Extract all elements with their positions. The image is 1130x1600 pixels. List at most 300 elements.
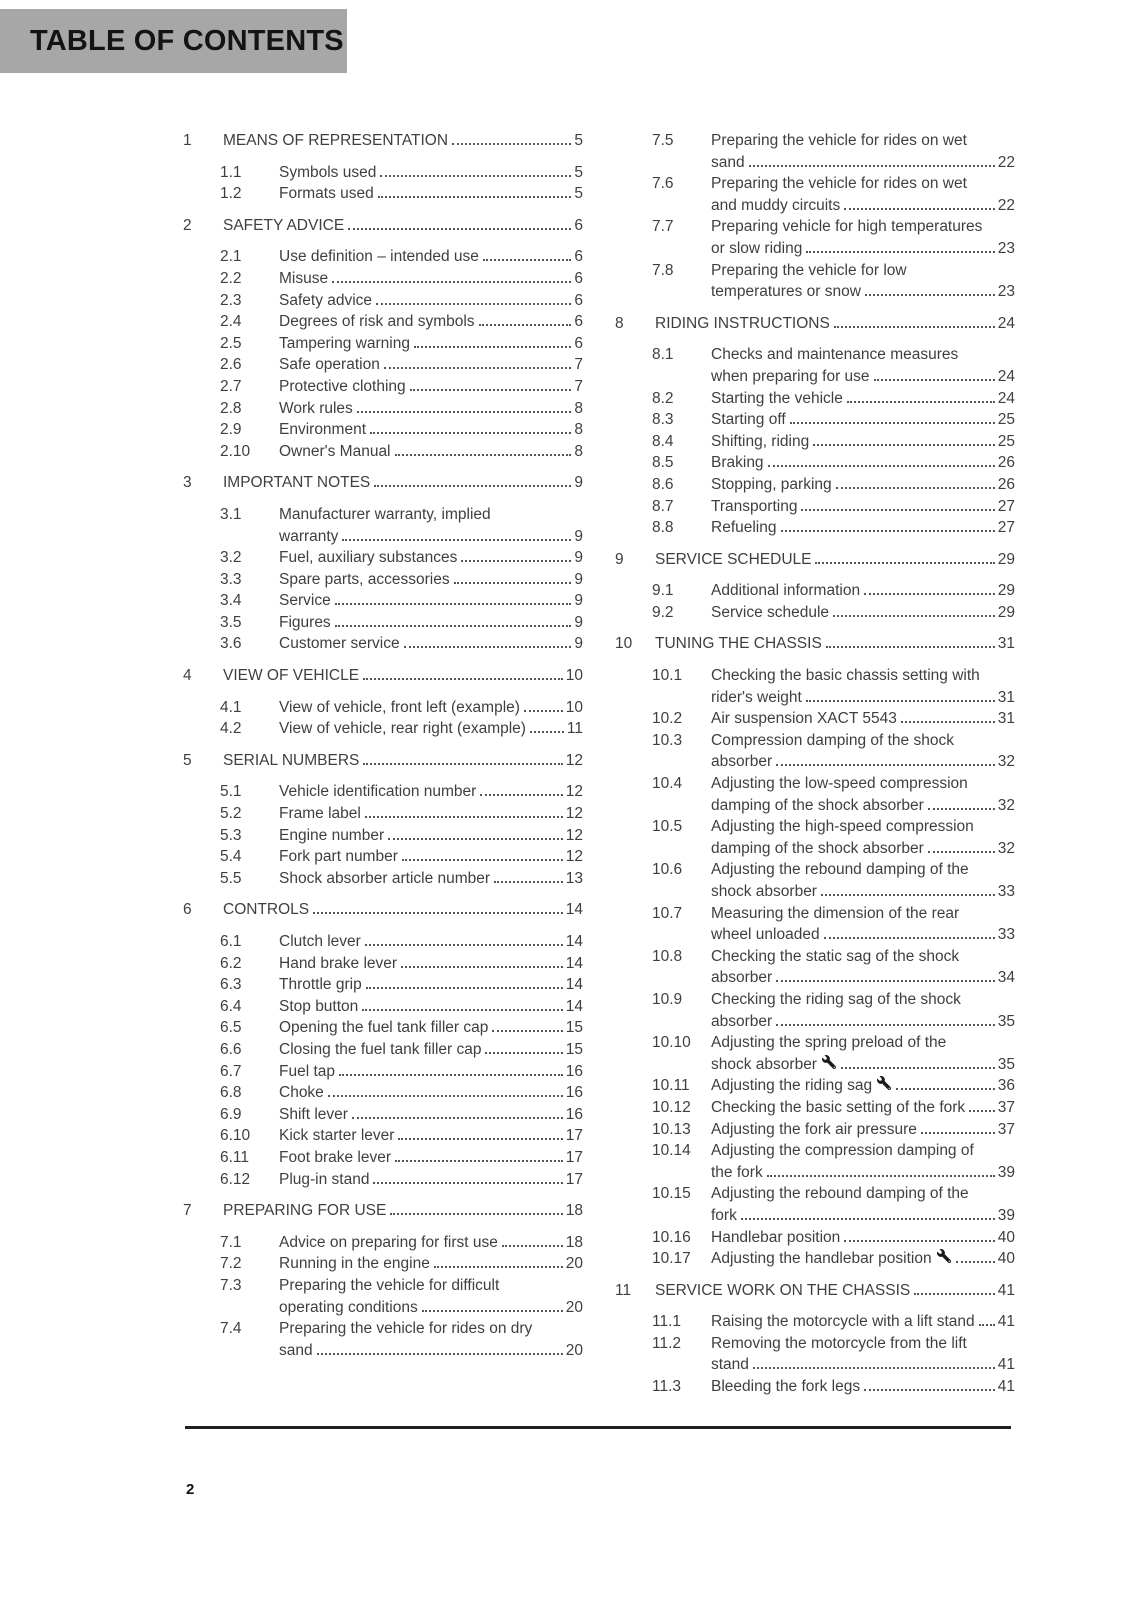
entry-title: Starting off [711, 411, 786, 429]
entry-body [223, 215, 583, 237]
entry-line [711, 496, 1015, 518]
entry-page-number: 18 [565, 1233, 583, 1251]
entry-title: and muddy circuits [711, 196, 841, 214]
entry-title: VIEW OF VEHICLE [223, 667, 360, 685]
dotted-leader [776, 764, 995, 766]
entry-title: Adjusting the fork air pressure [711, 1120, 917, 1138]
entry-title: stand [711, 1356, 749, 1374]
toc-subsection-entry [615, 1140, 1015, 1183]
entry-number: 6.12 [220, 1170, 251, 1188]
entry-number: 8.1 [652, 346, 674, 364]
entry-page-number: 29 [997, 603, 1015, 621]
entry-line [711, 967, 1015, 989]
entry-title-line1: Adjusting the spring preload of the [711, 1034, 947, 1052]
entry-body [279, 246, 583, 268]
dotted-leader [380, 175, 571, 177]
entry-page-number: 31 [997, 635, 1015, 653]
dotted-leader [454, 582, 572, 584]
entry-number: 5.3 [220, 826, 242, 844]
entry-body [711, 859, 1015, 902]
entry-body [711, 1333, 1015, 1376]
dotted-leader [376, 303, 571, 305]
entry-title: Hand brake lever [279, 954, 398, 972]
entry-number: 10.3 [652, 731, 683, 749]
entry-number: 10.8 [652, 947, 683, 965]
entry-line [711, 1311, 1015, 1333]
entry-page-number: 14 [565, 954, 583, 972]
entry-body [279, 1253, 583, 1275]
entry-line [279, 718, 583, 740]
entry-body [279, 1232, 583, 1254]
entry-number: 8.4 [652, 432, 674, 450]
entry-title-line1: Adjusting the compression damping of [711, 1142, 974, 1160]
dotted-leader [365, 816, 563, 818]
entry-page-number: 22 [997, 153, 1015, 171]
entry-title: Protective clothing [279, 377, 406, 395]
entry-number: 7 [183, 1202, 192, 1220]
entry-line [279, 781, 583, 803]
entry-body [279, 781, 583, 803]
toc-section-entry [615, 1280, 1015, 1302]
dotted-leader [826, 646, 995, 648]
entry-number: 8.2 [652, 389, 674, 407]
entry-page-number: 5 [574, 185, 583, 203]
entry-body [279, 268, 583, 290]
entry-number: 1.1 [220, 163, 242, 181]
dotted-leader [824, 937, 995, 939]
entry-page-number: 29 [997, 550, 1015, 568]
toc-section-entry [183, 215, 583, 237]
toc-subsection-entry [183, 1169, 583, 1191]
toc-subsection-entry [615, 1032, 1015, 1075]
entry-line [279, 697, 583, 719]
dotted-leader [422, 1310, 563, 1312]
entry-number: 5.5 [220, 869, 242, 887]
entry-title: Throttle grip [279, 976, 362, 994]
entry-title-line1: Manufacturer warranty, implied [279, 505, 491, 523]
dotted-leader [365, 944, 563, 946]
entry-page-number: 8 [574, 442, 583, 460]
dotted-leader [844, 208, 995, 210]
toc-subsection-entry [183, 398, 583, 420]
entry-number: 10.7 [652, 904, 683, 922]
toc-section-entry [183, 1200, 583, 1222]
entry-body [655, 1280, 1015, 1302]
entry-body [711, 1248, 1015, 1270]
entry-body [711, 452, 1015, 474]
entry-line [279, 354, 583, 376]
entry-line [279, 1147, 583, 1169]
entry-body [711, 1140, 1015, 1183]
entry-number: 7.2 [220, 1255, 242, 1273]
entry-page-number: 31 [997, 710, 1015, 728]
entry-body [279, 846, 583, 868]
entry-number: 2.1 [220, 248, 242, 266]
entry-body [279, 974, 583, 996]
entry-body [279, 868, 583, 890]
entry-body [711, 730, 1015, 773]
entry-body [279, 953, 583, 975]
entry-line [711, 1097, 1015, 1119]
dotted-leader [502, 1245, 563, 1247]
toc-subsection-entry [183, 1082, 583, 1104]
dotted-leader [753, 1367, 995, 1369]
entry-number: 10.11 [652, 1077, 690, 1095]
entry-line [279, 953, 583, 975]
entry-number: 10.17 [652, 1250, 691, 1268]
dotted-leader [749, 165, 995, 167]
entry-line [711, 1205, 1015, 1227]
entry-title: View of vehicle, rear right (example) [279, 720, 526, 738]
entry-title-line1: Checking the riding sag of the shock [711, 990, 961, 1008]
dotted-leader [313, 912, 563, 914]
entry-line [711, 1162, 1015, 1184]
dotted-leader [357, 411, 572, 413]
entry-number: 9 [615, 550, 624, 568]
entry-number: 9.2 [652, 603, 674, 621]
entry-line [279, 1340, 583, 1362]
dotted-leader [370, 432, 571, 434]
dotted-leader [366, 987, 563, 989]
entry-line [279, 569, 583, 591]
entry-line [711, 1248, 1015, 1270]
entry-line [711, 1354, 1015, 1376]
entry-page-number: 23 [997, 239, 1015, 257]
entry-line [279, 612, 583, 634]
entry-title: Figures [279, 613, 331, 631]
entry-title: absorber [711, 753, 773, 771]
entry-number: 6.10 [220, 1127, 251, 1145]
dotted-leader [901, 721, 995, 723]
entry-line [279, 974, 583, 996]
entry-page-number: 12 [565, 805, 583, 823]
entry-body [711, 130, 1015, 173]
entry-page-number: 10 [565, 698, 583, 716]
entry-body [711, 1311, 1015, 1333]
entry-number: 11 [615, 1281, 632, 1299]
entry-line [279, 246, 583, 268]
entry-line [279, 268, 583, 290]
entry-page-number: 12 [565, 783, 583, 801]
entry-page-number: 33 [997, 926, 1015, 944]
dotted-leader [480, 794, 562, 796]
dotted-leader [741, 1218, 995, 1220]
entry-body [279, 612, 583, 634]
entry-title: shock absorber [711, 1055, 817, 1073]
entry-line [279, 183, 583, 205]
entry-title: Starting the vehicle [711, 389, 843, 407]
toc-subsection-entry [615, 773, 1015, 816]
entry-line [279, 996, 583, 1018]
entry-number: 4.2 [220, 720, 242, 738]
entry-body [711, 1097, 1015, 1119]
dotted-leader [864, 1389, 995, 1391]
entry-title: wheel unloaded [711, 926, 820, 944]
entry-page-number: 37 [997, 1098, 1015, 1116]
entry-number: 9.1 [652, 582, 674, 600]
dotted-leader [404, 646, 572, 648]
entry-body [223, 750, 583, 772]
entry-line [279, 846, 583, 868]
entry-body [279, 419, 583, 441]
dotted-leader [485, 1052, 562, 1054]
entry-line [711, 1227, 1015, 1249]
entry-page-number: 24 [997, 314, 1015, 332]
entry-page-number: 6 [574, 269, 583, 287]
entry-line [655, 549, 1015, 571]
entry-body [279, 697, 583, 719]
entry-number: 10 [615, 635, 633, 653]
dotted-leader [896, 1088, 995, 1090]
entry-body [279, 1017, 583, 1039]
entry-number: 2.9 [220, 421, 242, 439]
entry-line [711, 924, 1015, 946]
entry-title-line1: Checking the static sag of the shock [711, 947, 960, 965]
entry-title-line1: Measuring the dimension of the rear [711, 904, 960, 922]
toc-subsection-entry [183, 846, 583, 868]
entry-page-number: 14 [565, 933, 583, 950]
entry-number: 10.2 [652, 710, 683, 728]
entry-title: Service [279, 592, 331, 610]
toc-section-entry [615, 313, 1015, 335]
toc-subsection-entry [615, 1311, 1015, 1333]
entry-body [711, 773, 1015, 816]
entry-title: Running in the engine [279, 1255, 430, 1273]
entry-number: 2.3 [220, 291, 242, 309]
entry-line [279, 376, 583, 398]
entry-line [279, 547, 583, 569]
entry-page-number: 6 [574, 291, 583, 309]
entry-number: 2.4 [220, 313, 242, 331]
dotted-leader [836, 487, 995, 489]
entry-page-number: 39 [997, 1206, 1015, 1224]
dotted-leader [332, 281, 571, 283]
dotted-leader [328, 1095, 563, 1097]
entry-body [279, 398, 583, 420]
entry-number: 8.6 [652, 475, 674, 493]
entry-page-number: 37 [997, 1120, 1015, 1138]
entry-number: 6.5 [220, 1019, 242, 1037]
entry-title: Handlebar position [711, 1228, 841, 1246]
entry-body [279, 290, 583, 312]
entry-line [711, 580, 1015, 602]
toc-section-entry [183, 665, 583, 687]
dotted-leader [374, 485, 571, 487]
entry-title-line1: Adjusting the low-speed compression [711, 775, 968, 793]
entry-body [279, 1275, 583, 1318]
entry-body [711, 517, 1015, 539]
dotted-leader [847, 401, 995, 403]
dotted-leader [388, 838, 563, 840]
entry-page-number: 7 [574, 377, 583, 395]
entry-body [279, 1125, 583, 1147]
entry-body [279, 633, 583, 655]
entry-title: SERVICE WORK ON THE CHASSIS [655, 1281, 911, 1299]
entry-title: TUNING THE CHASSIS [655, 635, 822, 653]
entry-line [279, 1253, 583, 1275]
toc-section-entry [615, 633, 1015, 655]
entry-body [279, 1318, 583, 1361]
entry-line [711, 795, 1015, 817]
table-of-contents [183, 130, 1015, 1398]
toc-subsection-entry [183, 1061, 583, 1083]
entry-body [711, 946, 1015, 989]
entry-number: 3.5 [220, 613, 242, 631]
entry-line [279, 633, 583, 655]
entry-page-number: 31 [997, 688, 1015, 706]
entry-line [279, 825, 583, 847]
toc-subsection-entry [183, 803, 583, 825]
toc-subsection-entry [615, 474, 1015, 496]
entry-body [711, 1183, 1015, 1226]
entry-page-number: 9 [574, 474, 583, 492]
entry-title: Transporting [711, 497, 798, 515]
toc-subsection-entry [615, 1333, 1015, 1376]
entry-title-line1: Adjusting the high-speed compression [711, 818, 974, 836]
dotted-leader [401, 966, 563, 968]
entry-body [279, 1061, 583, 1083]
entry-body [279, 183, 583, 205]
dotted-leader [776, 980, 995, 982]
entry-body [223, 130, 583, 152]
entry-number: 7.7 [652, 218, 674, 236]
dotted-leader [452, 143, 571, 145]
entry-line [223, 750, 583, 772]
entry-page-number: 16 [565, 1084, 583, 1102]
entry-title: warranty [279, 527, 339, 545]
entry-page-number: 14 [565, 976, 583, 994]
entry-number: 8 [615, 314, 624, 332]
entry-line [279, 333, 583, 355]
dotted-leader [806, 251, 994, 253]
dotted-leader [335, 603, 572, 605]
entry-title-line1: Preparing the vehicle for rides on wet [711, 175, 967, 193]
entry-line [711, 517, 1015, 539]
entry-number: 6.3 [220, 976, 242, 994]
entry-number: 11.1 [652, 1313, 682, 1331]
entry-page-number: 27 [997, 519, 1015, 537]
entry-line [711, 452, 1015, 474]
entry-title: Refueling [711, 519, 777, 537]
entry-line [279, 590, 583, 612]
entry-title: shock absorber [711, 883, 817, 900]
toc-subsection-entry [183, 162, 583, 184]
entry-page-number: 18 [565, 1202, 583, 1220]
toc-subsection-entry [615, 1097, 1015, 1119]
entry-number: 6.6 [220, 1040, 242, 1058]
dotted-leader [776, 1024, 995, 1026]
entry-number: 10.10 [652, 1034, 691, 1052]
entry-page-number: 5 [574, 163, 583, 181]
entry-body [711, 474, 1015, 496]
entry-line [711, 195, 1015, 217]
dotted-leader [363, 678, 563, 680]
toc-subsection-entry [183, 1318, 583, 1361]
entry-number: 10.6 [652, 861, 683, 879]
dotted-leader [841, 1067, 995, 1069]
entry-page-number: 12 [565, 848, 583, 866]
dotted-leader [821, 894, 995, 896]
entry-line [711, 1075, 1015, 1097]
entry-body [711, 409, 1015, 431]
entry-line [655, 1280, 1015, 1302]
entry-body [655, 549, 1015, 571]
entry-number: 3.6 [220, 635, 242, 653]
entry-line [711, 388, 1015, 410]
entry-page-number: 25 [997, 432, 1015, 450]
entry-line [279, 1232, 583, 1254]
entry-number: 2 [183, 216, 192, 234]
entry-page-number: 17 [565, 1148, 583, 1166]
entry-title: Braking [711, 454, 764, 472]
dotted-leader [342, 539, 571, 541]
entry-title: PREPARING FOR USE [223, 1202, 387, 1220]
entry-page-number: 16 [565, 1105, 583, 1123]
entry-number: 10.12 [652, 1098, 691, 1116]
entry-page-number: 14 [565, 997, 583, 1015]
entry-body [223, 472, 583, 494]
dotted-leader [921, 1132, 995, 1134]
entry-title: Adjusting the handlebar position [711, 1250, 932, 1268]
dotted-leader [384, 367, 572, 369]
dotted-leader [395, 454, 572, 456]
toc-subsection-entry [183, 868, 583, 890]
dotted-leader [494, 881, 563, 883]
wrench-icon [937, 1249, 951, 1263]
toc-subsection-entry [183, 333, 583, 355]
page-title: TABLE OF CONTENTS [30, 24, 344, 57]
entry-title: Choke [279, 1084, 324, 1102]
entry-title: Additional information [711, 582, 861, 600]
entry-page-number: 12 [565, 826, 583, 844]
entry-line [279, 441, 583, 463]
toc-subsection-entry [183, 953, 583, 975]
toc-subsection-entry [183, 547, 583, 569]
toc-subsection-entry [183, 246, 583, 268]
toc-subsection-entry [615, 903, 1015, 946]
entry-line [279, 1169, 583, 1191]
dotted-leader [363, 763, 562, 765]
toc-column [615, 130, 1015, 1398]
dotted-leader [373, 1182, 562, 1184]
entry-line [279, 1082, 583, 1104]
entry-title: MEANS OF REPRESENTATION [223, 132, 449, 149]
entry-page-number: 10 [565, 667, 583, 685]
entry-title: Misuse [279, 269, 329, 287]
dotted-leader [339, 1074, 563, 1076]
dotted-leader [461, 560, 571, 562]
entry-number: 3.4 [220, 592, 242, 610]
entry-body [279, 825, 583, 847]
entry-title: Engine number [279, 826, 385, 844]
entry-title: Formats used [279, 185, 374, 203]
entry-line [711, 687, 1015, 709]
entry-title: Work rules [279, 399, 353, 417]
entry-page-number: 36 [997, 1077, 1015, 1095]
entry-title: Owner's Manual [279, 442, 391, 460]
entry-page-number: 15 [565, 1019, 583, 1037]
dotted-leader [395, 1160, 563, 1162]
toc-subsection-entry [615, 431, 1015, 453]
entry-number: 11.3 [652, 1378, 682, 1396]
toc-subsection-entry [183, 1125, 583, 1147]
dotted-leader [806, 700, 995, 702]
entry-number: 6.8 [220, 1084, 242, 1102]
entry-body [279, 441, 583, 463]
entry-page-number: 17 [565, 1170, 583, 1188]
entry-body [711, 1119, 1015, 1141]
entry-line [711, 838, 1015, 860]
